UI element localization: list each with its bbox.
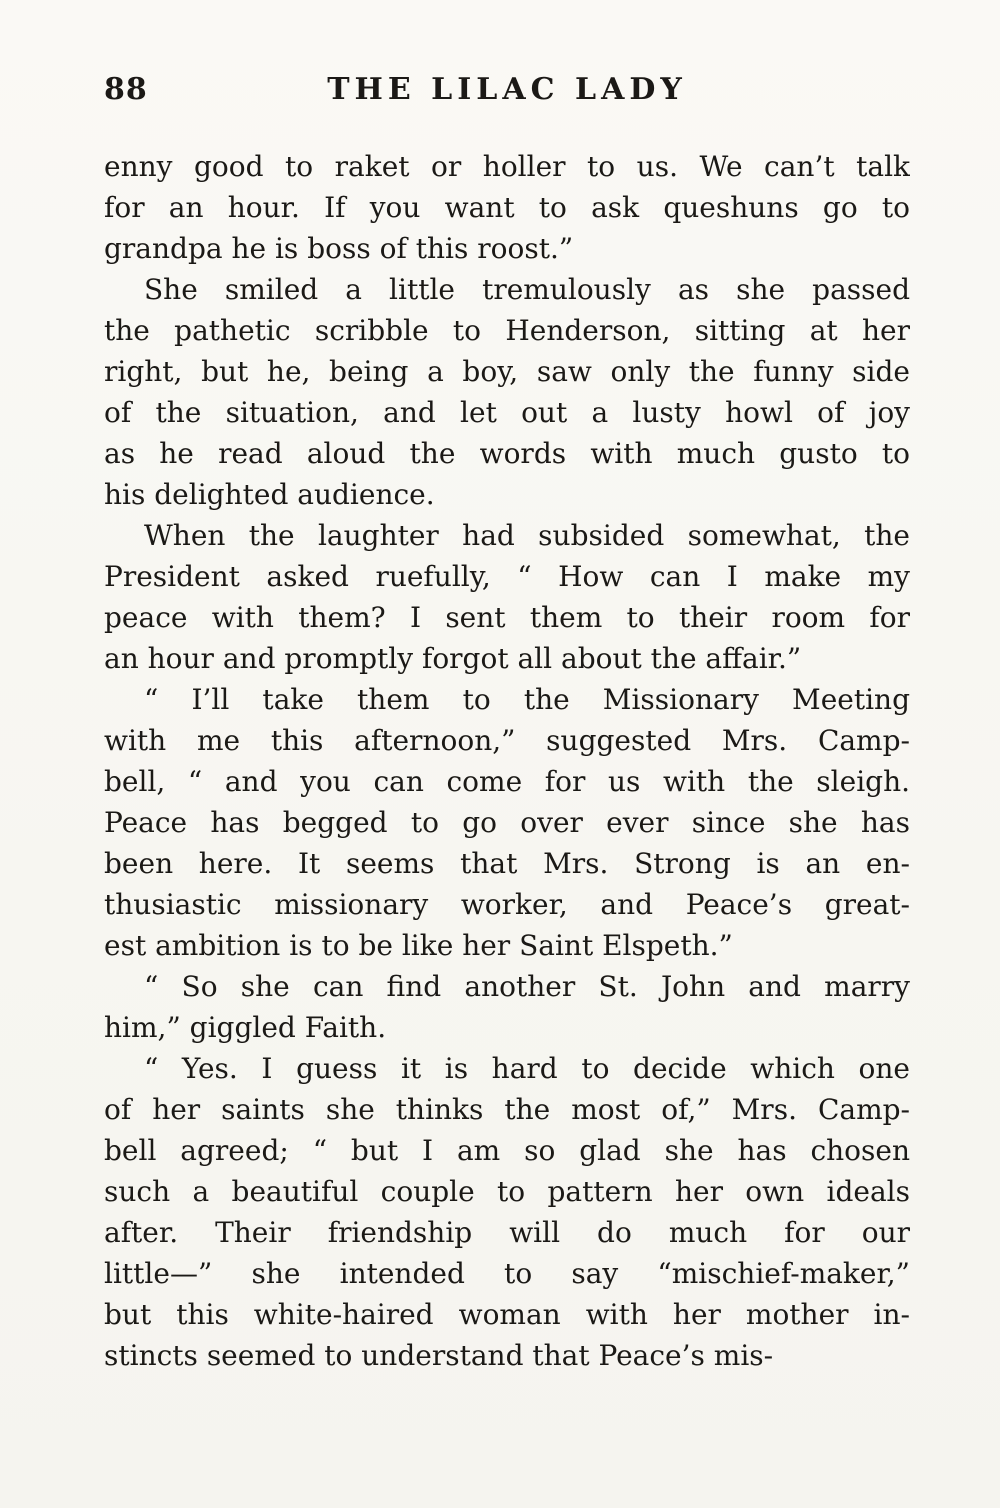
text-line: right, but he, being a boy, saw only the funny side [104, 355, 910, 388]
text-line: thusiastic missionary worker, and Peace’s great- [104, 888, 910, 921]
text-line: grandpa he is boss of this roost.” [104, 232, 574, 265]
text-line: for an hour. If you want to ask queshuns go to [104, 191, 910, 224]
text-line: “ Yes. I guess it is hard to decide which one [144, 1052, 910, 1085]
text-line: peace with them? I sent them to their room for [104, 601, 910, 634]
text-line: bell, “ and you can come for us with the sleigh. [104, 765, 910, 798]
text-line: stincts seemed to understand that Peace’s mis- [104, 1339, 774, 1372]
page-title: THE LILAC LADY [327, 72, 687, 107]
page-header [104, 72, 910, 112]
text-line: bell agreed; “ but I am so glad she has chosen [104, 1134, 910, 1167]
text-line: the pathetic scribble to Henderson, sitting at her [104, 314, 910, 347]
text-line: such a beautiful couple to pattern her own ideals [104, 1175, 910, 1208]
text-line: but this white-haired woman with her mother in- [104, 1298, 910, 1331]
text-line: “ I’ll take them to the Missionary Meeting [144, 683, 910, 716]
text-line: his delighted audience. [104, 478, 435, 511]
paragraph [104, 966, 910, 1048]
text-line: an hour and promptly forgot all about the affair.” [104, 642, 802, 675]
paragraph [104, 269, 910, 515]
text-line: little—” she intended to say “mischief-maker,” [104, 1257, 910, 1290]
text-line: enny good to raket or holler to us. We can’t talk [104, 150, 910, 183]
paragraph [104, 515, 910, 679]
page-body [104, 146, 910, 1376]
text-line: She smiled a little tremulously as she passed [144, 273, 910, 306]
text-line: been here. It seems that Mrs. Strong is an en- [104, 847, 910, 880]
text-line: after. Their friendship will do much for our [104, 1216, 910, 1249]
paragraph [104, 146, 910, 269]
text-line: as he read aloud the words with much gusto to [104, 437, 910, 470]
text-line: of the situation, and let out a lusty howl of joy [104, 396, 910, 429]
text-line: with me this afternoon,” suggested Mrs. Camp- [104, 724, 910, 757]
text-line: President asked ruefully, “ How can I make my [104, 560, 910, 593]
text-line: “ So she can find another St. John and marry [144, 970, 910, 1003]
paragraph [104, 1048, 910, 1376]
text-line: est ambition is to be like her Saint Elspeth.” [104, 929, 733, 962]
text-line: him,” giggled Faith. [104, 1011, 387, 1044]
text-line: Peace has begged to go over ever since she has [104, 806, 910, 839]
paragraph [104, 679, 910, 966]
page-number: 88 [104, 72, 148, 107]
text-line: When the laughter had subsided somewhat, the [144, 519, 910, 552]
text-line: of her saints she thinks the most of,” Mrs. Camp- [104, 1093, 910, 1126]
